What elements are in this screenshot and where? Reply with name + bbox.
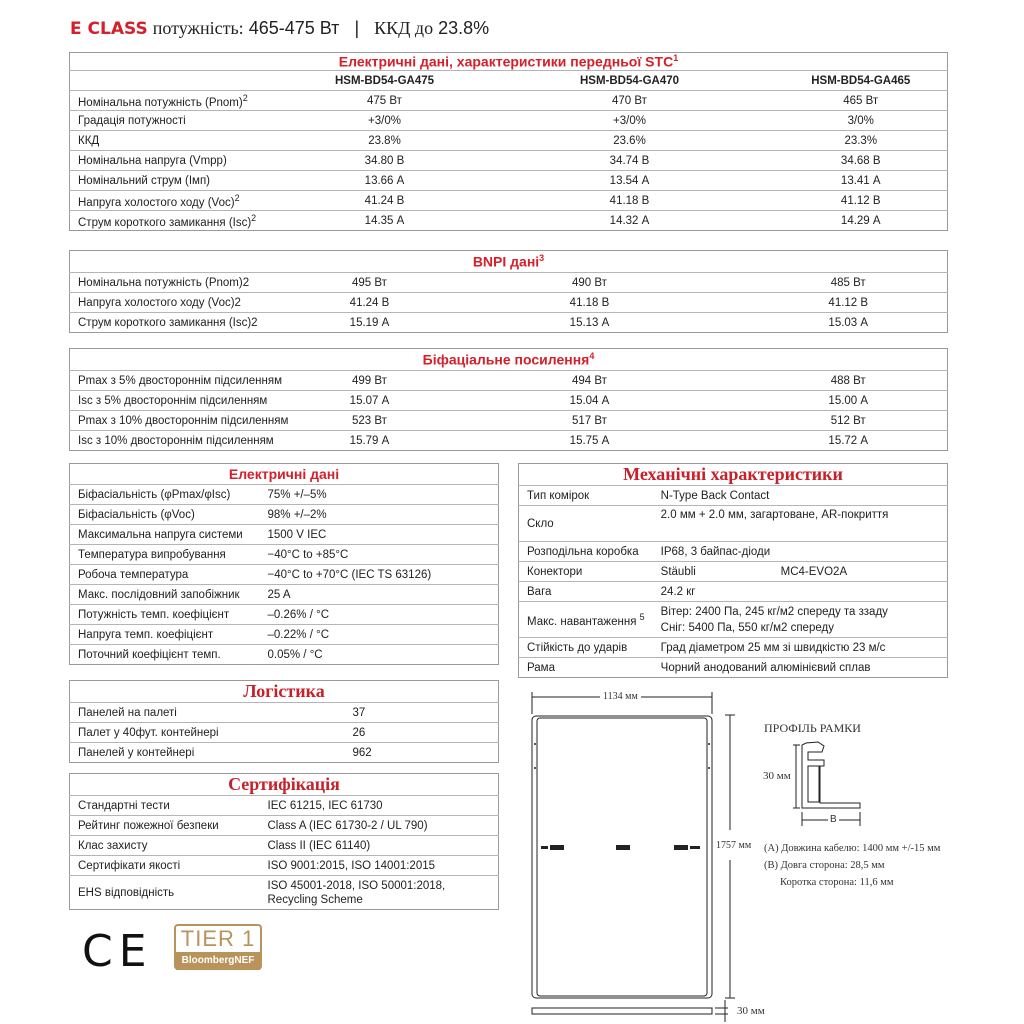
note-long-side: (B) Довга сторона: 28,5 мм	[764, 860, 885, 871]
table-row: Струм короткого замикання (Isc)$^2$ 14.35 А 14.32 А 14.29 А	[70, 211, 948, 231]
bnpi-title: BNPI дані$^3$	[472, 253, 545, 270]
stc-title: Електричні дані, характеристики передньої STC$^1$	[338, 53, 679, 70]
title-separator: |	[354, 18, 360, 38]
table-row: Вага 24.2 кг	[519, 582, 948, 602]
certification-title: Сертифікація	[228, 774, 340, 794]
table-row: Поточний коефіцієнт темп. 0.05% / °C	[70, 645, 499, 665]
table-row: Напруга холостого ходу (Voc)$^2$ 41.24 В 41.18 В 41.12 В	[70, 191, 948, 211]
table-row: Номінальний струм (Імп) 13.66 А 13.54 А 13.41 А	[70, 171, 948, 191]
profile-height: 30 мм	[763, 770, 791, 782]
table-row: Стандартні тести IEC 61215, IEC 61730	[70, 796, 499, 816]
tier1-bloombergnef-logo: TIER 1 BloombergNEF	[174, 924, 262, 970]
table-row: Струм короткого замикання (Isc)2 15.19 А 15.13 А 15.03 А	[70, 313, 948, 333]
logistics-title: Логістика	[243, 681, 325, 701]
table-row: Pmax з 5% двостороннім підсиленням 499 Вт 494 Вт 488 Вт	[70, 371, 948, 391]
table-row: Конектори Stäubli MC4-EVO2A	[519, 562, 948, 582]
table-row: Біфасіальність (φVoc) 98% +/–2%	[70, 505, 499, 525]
power-label: потужність:	[152, 18, 244, 38]
table-row: Потужність темп. коефіцієнт –0.26% / °C	[70, 605, 499, 625]
thickness-dimension: 30 мм	[737, 1005, 765, 1017]
table-row: EHS відповідність ISO 45001-2018, ISO 50001:2018, Recycling Scheme	[70, 876, 499, 910]
height-dimension: 1757 мм	[716, 840, 752, 851]
table-row: Стійкість до ударів Град діаметром 25 мм зі швидкістю 23 м/с	[519, 638, 948, 658]
table-row: Скло 2.0 мм + 2.0 мм, загартоване, AR-покриття	[519, 506, 948, 542]
table-row: Температура випробування −40°C to +85°C	[70, 545, 499, 565]
model-header: HSM-BD54-GA475	[285, 71, 485, 91]
note-short-side: Коротка сторона: 11,6 мм	[780, 877, 894, 888]
table-row: Градація потужності +3/0% +3/0% 3/0%	[70, 111, 948, 131]
note-cable-length: (A) Довжина кабелю: 1400 мм +/-15 мм	[764, 843, 941, 854]
electrical-title: Електричні дані	[228, 466, 340, 482]
table-row: Макс. навантаження $^5$ Вітер: 2400 Па, 245 кг/м2 спереду та ззаду Сніг: 5400 Па, 550 кг/м2 спереду	[519, 602, 948, 638]
table-row: Напруга холостого ходу (Voc)2 41.24 В 41.18 В 41.12 В	[70, 293, 948, 313]
table-row: Максимальна напруга системи 1500 V IEC	[70, 525, 499, 545]
table-row: Палет у 40фут. контейнері 26	[70, 723, 499, 743]
bifacial-title: Біфаціальне посилення$^4$	[422, 351, 595, 368]
profile-title: ПРОФІЛЬ РАМКИ	[764, 721, 861, 735]
brand-label: E CLASS	[70, 19, 148, 39]
table-row: Pmax з 10% двостороннім підсиленням 523 Вт 517 Вт 512 Вт	[70, 411, 948, 431]
table-row: Номінальна потужність (Pnom)$^2$ 475 Вт 470 Вт 465 Вт	[70, 91, 948, 111]
profile-b-label: B	[830, 814, 837, 825]
efficiency-label: ККД до	[374, 18, 434, 38]
table-row: ККД 23.8% 23.6% 23.3%	[70, 131, 948, 151]
table-row: Тип комірок N-Type Back Contact	[519, 486, 948, 506]
table-row: Номінальна потужність (Pnom)2 495 Вт 490 Вт 485 Вт	[70, 273, 948, 293]
model-header: HSM-BD54-GA470	[485, 71, 775, 91]
table-row: Макс. послідовний запобіжник 25 A	[70, 585, 499, 605]
model-header: HSM-BD54-GA465	[775, 71, 948, 91]
table-row: Рейтинг пожежної безпеки Class A (IEC 61730-2 / UL 790)	[70, 816, 499, 836]
width-dimension: 1134 мм	[600, 691, 641, 702]
table-row: Панелей у контейнері 962	[70, 743, 499, 763]
table-row: Клас захисту Class II (IEC 61140)	[70, 836, 499, 856]
table-row: Рама Чорний анодований алюмінієвий сплав	[519, 658, 948, 678]
power-value: 465-475 Вт	[248, 18, 340, 38]
mechanical-title: Механічні характеристики	[623, 464, 843, 484]
table-row: Біфасіальність (φPmax/φIsc) 75% +/–5%	[70, 485, 499, 505]
efficiency-value: 23.8%	[438, 18, 490, 38]
table-row: Сертифікати якості ISO 9001:2015, ISO 14001:2015	[70, 856, 499, 876]
table-row: Напруга темп. коефіцієнт –0.22% / °C	[70, 625, 499, 645]
table-row: Isc з 5% двостороннім підсиленням 15.07 А 15.04 А 15.00 А	[70, 391, 948, 411]
ce-mark-logo: CE	[82, 926, 153, 977]
table-row: Розподільна коробка IP68, 3 байпас-діоди	[519, 542, 948, 562]
table-row: Панелей на палеті 37	[70, 703, 499, 723]
table-row: Isc з 10% двостороннім підсиленням 15.79 А 15.75 А 15.72 А	[70, 431, 948, 451]
table-row: Номінальна напруга (Vmpp) 34.80 В 34.74 В 34.68 В	[70, 151, 948, 171]
table-row: Робоча температура −40°C to +70°C (IEC TS 63126)	[70, 565, 499, 585]
